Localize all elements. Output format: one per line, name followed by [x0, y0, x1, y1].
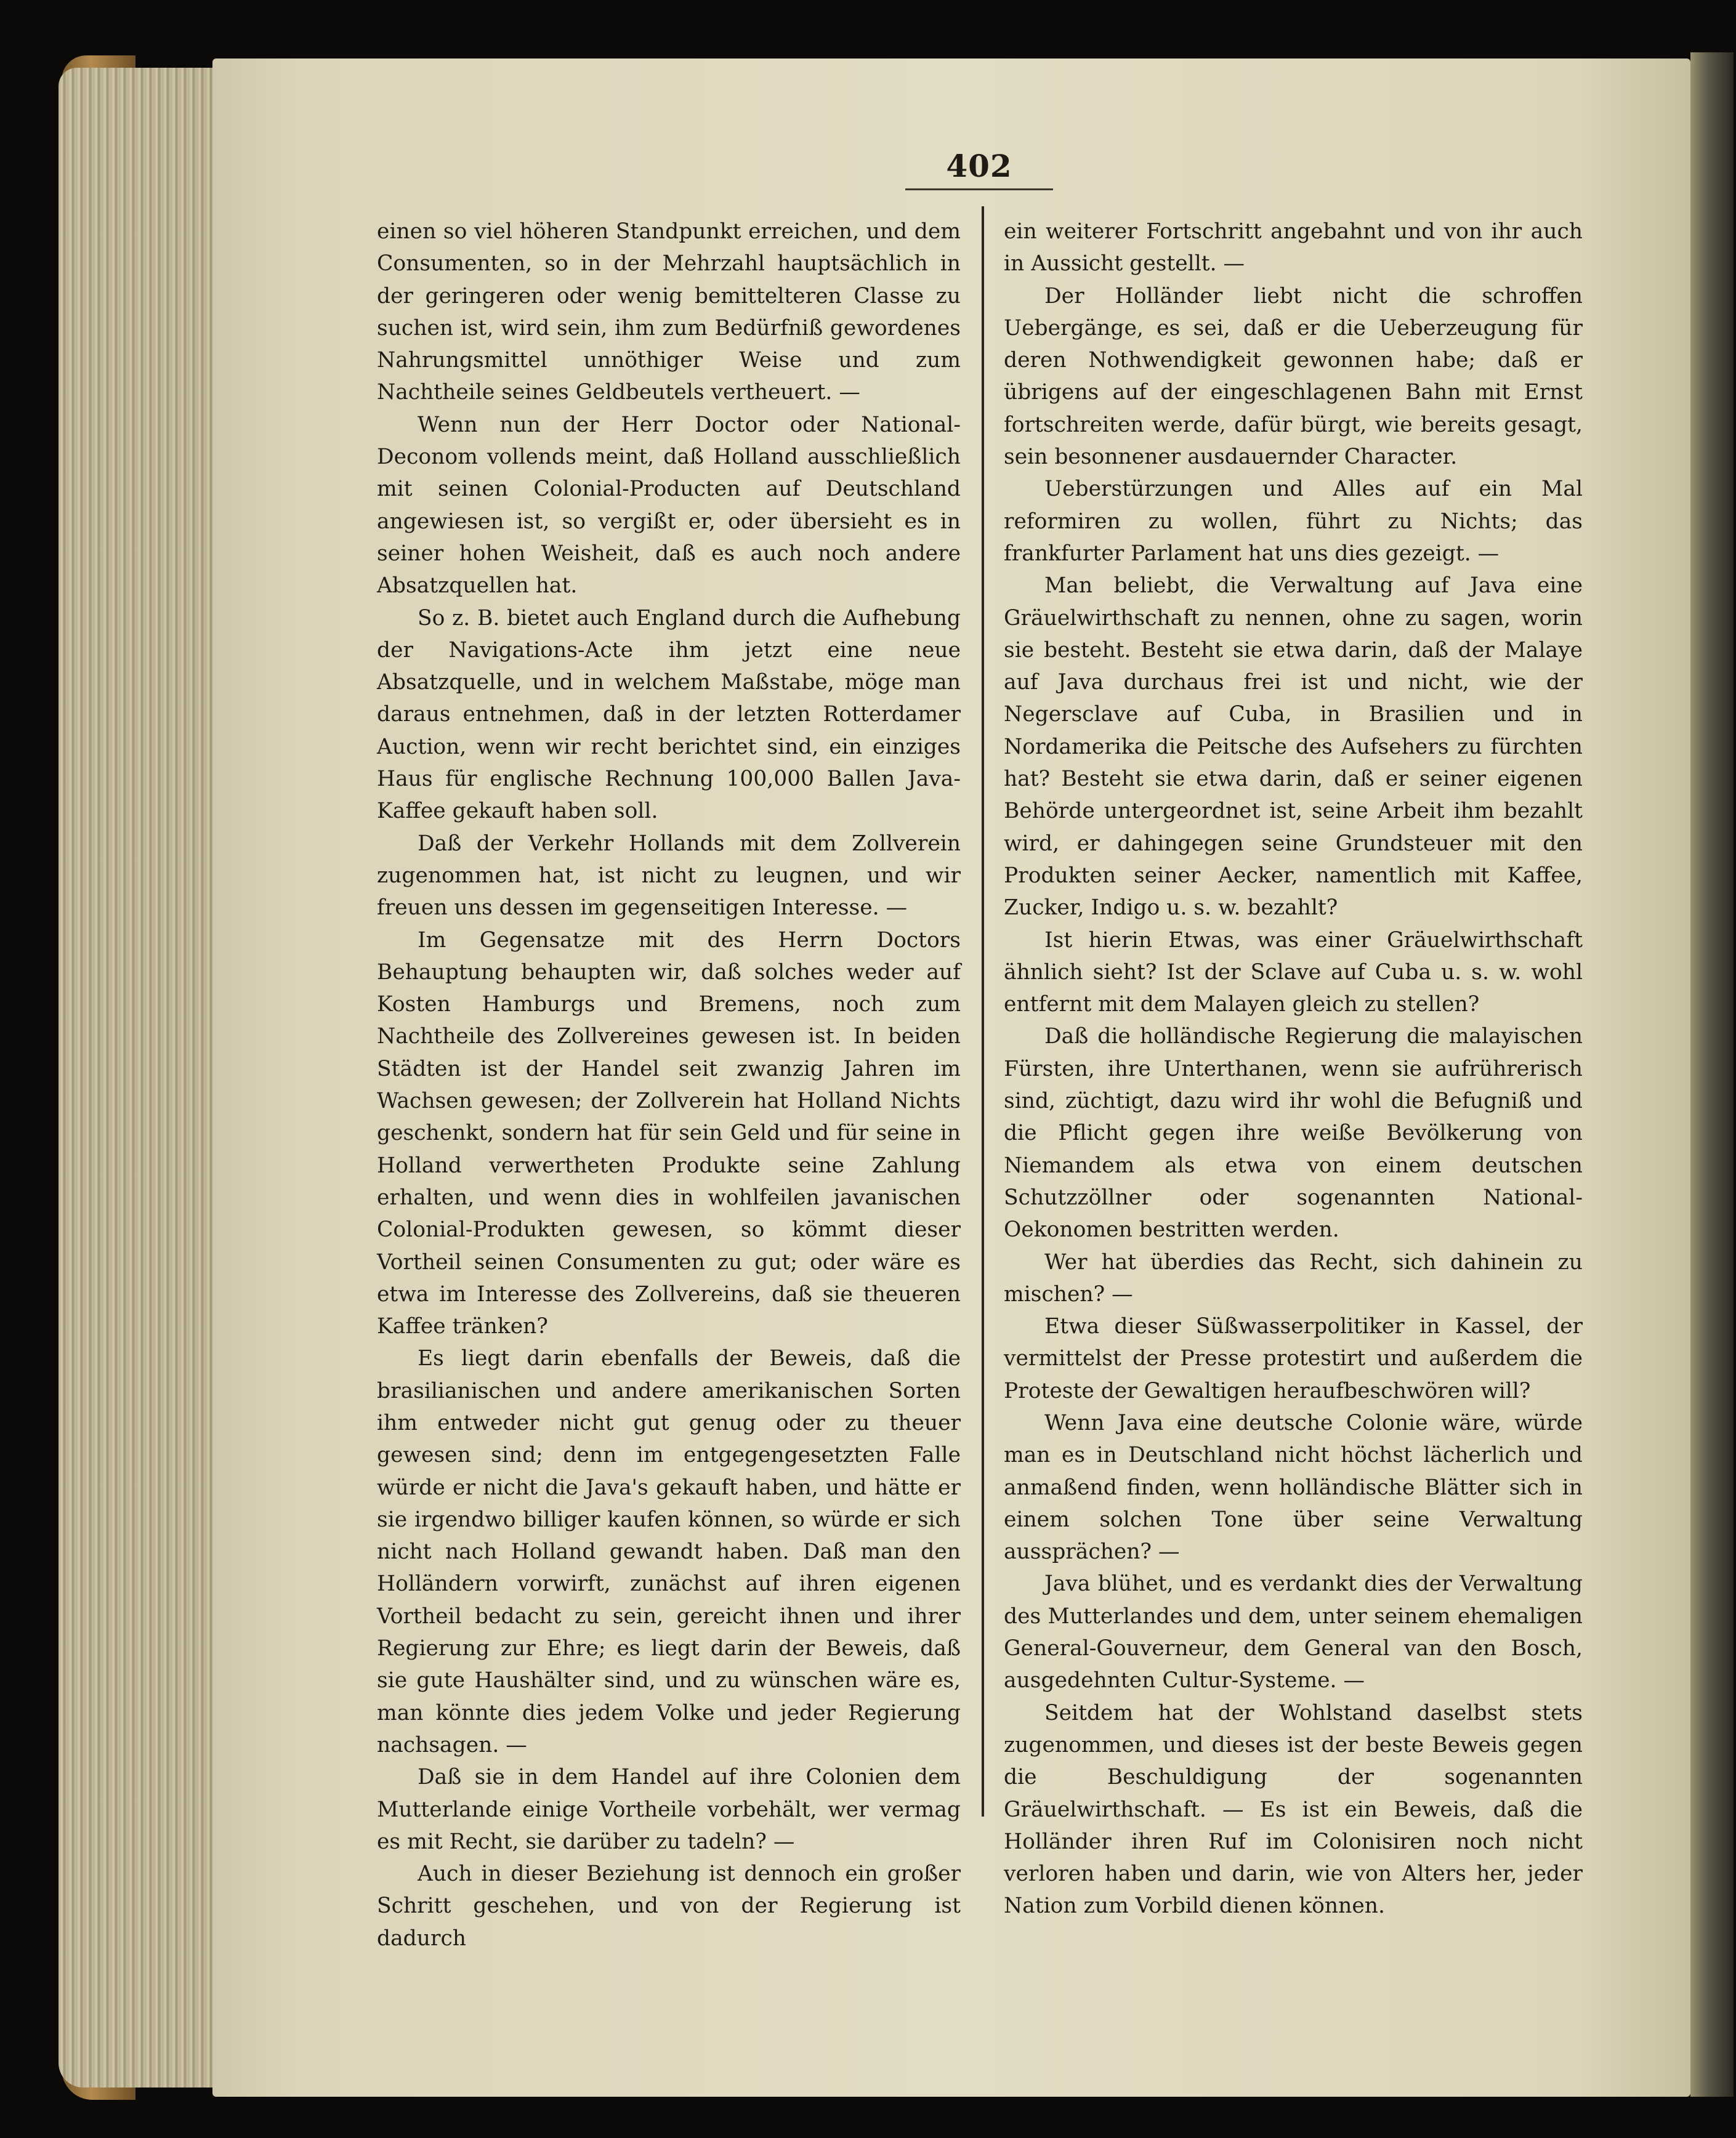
paragraph: Auch in dieser Beziehung ist dennoch ein großer Schritt geschehen, und von der Regierung ist dadurch — [377, 1862, 961, 1951]
paragraph: Es liegt darin ebenfalls der Beweis, daß die brasilianischen und andere amerikanischen Sorten ihm entweder nicht gut genug oder zu theuer gewesen sind; denn im entgegengesetzten Falle würde er nicht die Java's gekauft haben, und hätte er sie irgendwo billiger kaufen können, so würde er sich nicht nach Holland gewandt haben. Daß man den Holländern vorwirft, zunächst auf ihren eigenen Vortheil bedacht zu sein, gereicht ihnen und ihrer Regierung zur Ehre; es liegt darin der Beweis, daß sie gute Haushälter sind, und zu wünschen wäre es, man könnte dies jedem Volke und jeder Regierung nachsagen. — — [377, 1346, 961, 1757]
paragraph: Im Gegensatze mit des Herrn Doctors Behauptung behaupten wir, daß solches weder auf Kosten Hamburgs und Bremens, noch zum Nachtheile des Zollvereines gewesen ist. In beiden Städten ist der Handel seit zwanzig Jahren im Wachsen gewesen; der Zollverein hat Holland Nichts geschenkt, sondern hat für sein Geld und für seine in Holland verwertheten Produkte seine Zahlung erhalten, und wenn dies in wohlfeilen javanischen Colonial-Produkten gewesen, so kömmt dieser Vortheil seinen Consumenten zu gut; oder wäre es etwa im Interesse des Zollvereins, daß sie theueren Kaffee tränken? — [377, 927, 961, 1339]
paragraph: ein weiterer Fortschritt angebahnt und von ihr auch in Aussicht gestellt. — — [1004, 219, 1583, 276]
paragraph: Ist hierin Etwas, was einer Gräuelwirthschaft ähnlich sieht? Ist der Sclave auf Cuba u. s. w. wohl entfernt mit dem Malayen gleich zu stellen? — [1004, 927, 1583, 1017]
page-stack-edge — [59, 68, 219, 2088]
header-rule — [905, 188, 1053, 190]
column-divider — [982, 206, 984, 1817]
paragraph: Man beliebt, die Verwaltung auf Java eine Gräuelwirthschaft zu nennen, ohne zu sagen, worin sie besteht. Besteht sie etwa darin, daß der Malaye auf Java durchaus frei ist und nicht, wie der Negersclave auf Cuba, in Brasilien und in Nordamerika die Peitsche des Aufsehers zu fürchten hat? Besteht sie etwa darin, daß er seiner eigenen Behörde untergeordnet ist, seine Arbeit ihm bezahlt wird, er dahingegen seine Grundsteuer mit den Produkten seiner Aecker, namentlich mit Kaffee, Zucker, Indigo u. s. w. bezahlt? — [1004, 573, 1583, 921]
paragraph: einen so viel höheren Standpunkt erreichen, und dem Consumenten, so in der Mehrzahl hauptsächlich in der geringeren oder wenig bemittelteren Classe zu suchen ist, wird sein, ihm zum Bedürfniß gewordenes Nahrungsmittel unnöthiger Weise und zum Nachtheile seines Geldbeutels vertheuert. — — [377, 219, 961, 405]
paragraph: Seitdem hat der Wohlstand daselbst stets zugenommen, und dieses ist der beste Beweis gegen die Beschuldigung der sogenannten Gräuelwirthschaft. — Es ist ein Beweis, daß die Holländer ihren Ruf im Colonisiren noch nicht verloren haben und darin, wie von Alters her, jeder Nation zum Vorbild dienen können. — [1004, 1700, 1583, 1919]
paragraph: Wer hat überdies das Recht, sich dahinein zu mischen? — — [1004, 1249, 1583, 1307]
paragraph: Wenn nun der Herr Doctor oder National-Deconom vollends meint, daß Holland ausschließlich mit seinen Colonial-Producten auf Deutschland angewiesen ist, so vergißt er, oder übersieht es in seiner hohen Weisheit, daß es auch noch andere Absatzquellen hat. — [377, 412, 961, 599]
paragraph: Etwa dieser Süßwasserpolitiker in Kassel, der vermittelst der Presse protestirt und außerdem die Proteste der Gewaltigen heraufbeschwören will? — [1004, 1314, 1583, 1403]
paragraph: Wenn Java eine deutsche Colonie wäre, würde man es in Deutschland nicht höchst lächerlich und anmaßend finden, wenn holländische Blätter sich in einem solchen Tone über seine Verwaltung aussprächen? — — [1004, 1410, 1583, 1565]
left-column — [377, 216, 961, 1954]
paragraph: Java blühet, und es verdankt dies der Verwaltung des Mutterlandes und dem, unter seinem ehemaligen General-Gouverneur, dem General van den Bosch, ausgedehnten Cultur-Systeme. — — [1004, 1571, 1583, 1693]
book-spine — [1690, 52, 1734, 2097]
right-column — [1004, 216, 1583, 1922]
paragraph: Daß sie in dem Handel auf ihre Colonien dem Mutterlande einige Vortheile vorbehält, wer vermag es mit Recht, sie darüber zu tadeln? — — [377, 1765, 961, 1854]
page-number: 402 — [946, 148, 1012, 184]
paragraph: Ueberstürzungen und Alles auf ein Mal reformiren zu wollen, führt zu Nichts; das frankfurter Parlament hat uns dies gezeigt. — — [1004, 477, 1583, 566]
paragraph: So z. B. bietet auch England durch die Aufhebung der Navigations-Acte ihm jetzt eine neue Absatzquelle, und in welchem Maßstabe, möge man daraus entnehmen, daß in der letzten Rotterdamer Auction, wenn wir recht berichtet sind, ein einziges Haus für englische Rechnung 100,000 Ballen Java-Kaffee gekauft haben soll. — [377, 605, 961, 824]
paragraph: Daß die holländische Regierung die malayischen Fürsten, ihre Unterthanen, wenn sie aufrührerisch sind, züchtigt, dazu wird ihr wohl die Befugniß und die Pflicht gegen ihre weiße Bevölkerung von Niemandem als etwa von einem deutschen Schutzzöllner oder sogenannten National-Oekonomen bestritten werden. — [1004, 1024, 1583, 1243]
paragraph: Daß der Verkehr Hollands mit dem Zollverein zugenommen hat, ist nicht zu leugnen, und wir freuen uns dessen im gegenseitigen Interesse. — — [377, 831, 961, 921]
paragraph: Der Holländer liebt nicht die schroffen Uebergänge, es sei, daß er die Ueberzeugung für deren Nothwendigkeit gewonnen habe; daß er übrigens auf der eingeschlagenen Bahn mit Ernst fortschreiten werde, dafür bürgt, wie bereits gesagt, sein besonnener ausdauernder Character. — [1004, 283, 1583, 470]
